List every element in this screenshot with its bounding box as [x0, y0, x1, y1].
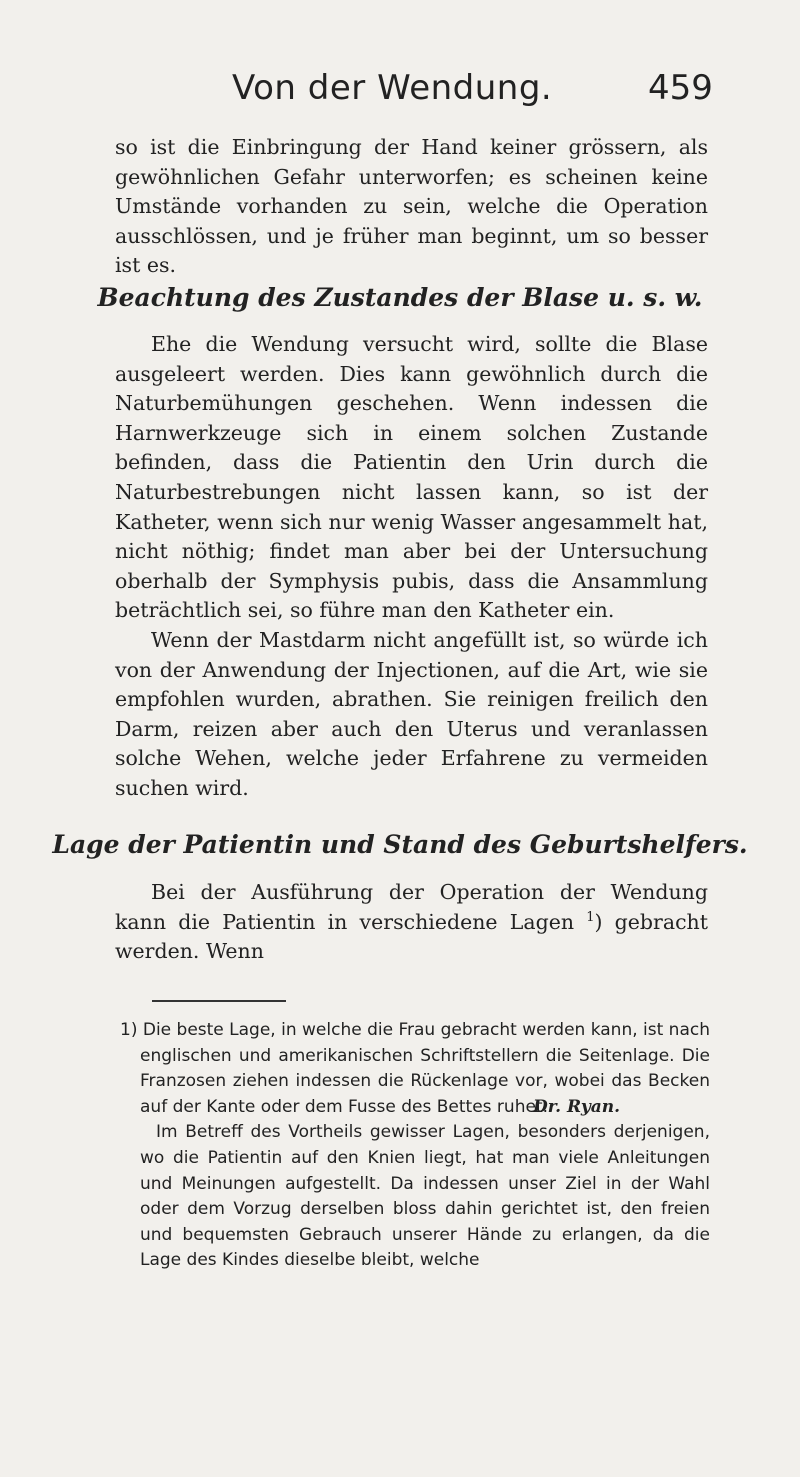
footnote-text: Die beste Lage, in welche die Frau gebracht werden kann, ist nach englischen und amerikanischen Schriftstellern die Seitenlage. Die Franzosen ziehen indessen die Rückenlage vor, wobei das Becken auf der Kante oder dem Fusse des Bettes ruhet. [140, 1020, 710, 1117]
section-heading: Beachtung des Zustandes der Blase u. s. w. [97, 283, 703, 312]
paragraph: Wenn der Mastdarm nicht angefüllt ist, so würde ich von der Anwendung der Injectionen, auf die Art, wie sie empfohlen wurden, abrathen. Sie reinigen freilich den Darm, reizen aber auch den Uterus und veranlassen solche Wehen, welche jeder Erfahrene zu vermeiden suchen wird. [115, 628, 708, 800]
footnote-marker: 1) [120, 1020, 138, 1040]
footnote-divider [152, 1000, 286, 1002]
footnote-continuation: Im Betreff des Vortheils gewisser Lagen, besonders derjenigen, wo die Patientin auf den Knien liegt, hat man viele Anleitungen und Meinungen aufgestellt. Da indessen unser Ziel in der Wahl oder dem Vorzug derselben bloss dahin gerichtet ist, den freien und bequemsten Gebrauch unserer Hände zu erlangen, da die Lage des Kindes dieselbe bleibt, welche [140, 1122, 710, 1271]
running-title: Von der Wendung. [232, 68, 553, 108]
paragraph [115, 878, 708, 967]
footnote-attribution: Dr. Ryan. [533, 1096, 620, 1117]
paragraph-continuation [115, 133, 708, 281]
paragraph-text: Bei der Ausführung der Operation der Wendung kann die Patientin in verschiedene Lagen [115, 880, 708, 934]
paragraph-text: ) gebracht werden. Wenn [115, 909, 708, 964]
running-head [0, 68, 800, 118]
paragraph-block [115, 878, 708, 967]
paragraph-block [115, 626, 708, 804]
footnote [120, 1018, 710, 1120]
paragraph: so ist die Einbringung der Hand keiner grössern, als gewöhnlichen Gefahr unterworfen; es scheinen keine Umstände vorhanden zu sein, welche die Operation ausschlössen, und je früher man beginnt, um so besser ist es. [115, 135, 708, 278]
footnote-reference: 1 [586, 909, 595, 925]
paragraph-block [115, 330, 708, 626]
section-heading: Lage der Patientin und Stand des Geburtshelfers. [52, 830, 748, 859]
page-number: 459 [648, 68, 713, 108]
footnotes [120, 1018, 710, 1274]
paragraph: Ehe die Wendung versucht wird, sollte die Blase ausgeleert werden. Dies kann gewöhnlich durch die Naturbemühungen geschehen. Wenn indessen die Harnwerkzeuge sich in einem solchen Zustande befinden, dass die Patientin den Urin durch die Naturbestrebungen nicht lassen kann, so ist der Katheter, wenn sich nur wenig Wasser angesammelt hat, nicht nöthig; findet man aber bei der Untersuchung oberhalb der Symphysis pubis, dass die Ansammlung beträchtlich sei, so führe man den Katheter ein. [115, 332, 708, 623]
